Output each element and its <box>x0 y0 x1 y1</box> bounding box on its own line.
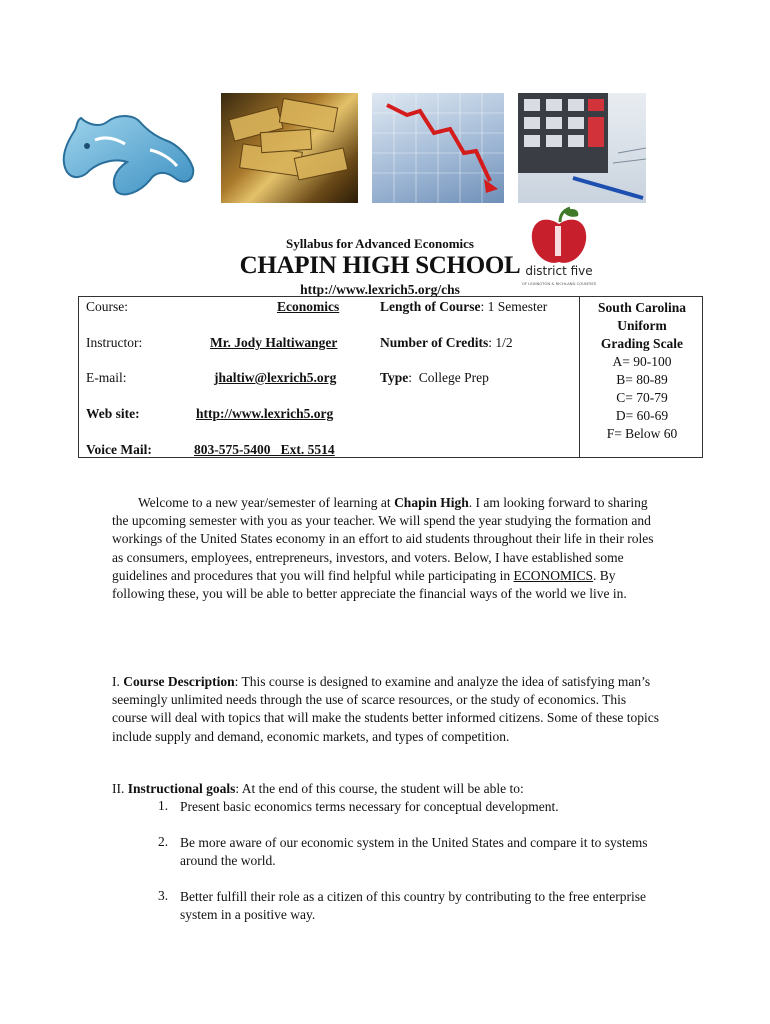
goal-1-number: 1. <box>158 798 169 813</box>
goal-3-number: 3. <box>158 888 169 903</box>
length-label: Length of Course <box>380 299 481 314</box>
type-value: : College Prep <box>408 370 489 385</box>
email-label: E-mail: <box>86 370 127 385</box>
credits-value: : 1/2 <box>488 335 513 350</box>
course-label: Course: <box>86 299 128 314</box>
falling-chart-image <box>372 93 504 203</box>
money-stacks-image <box>221 93 358 203</box>
welcome-subject: ECONOMICS <box>513 567 594 583</box>
hawk-logo-image <box>55 100 200 200</box>
credits-label: Number of Credits <box>380 335 489 350</box>
syllabus-subtitle: Syllabus for Advanced Economics <box>286 236 474 251</box>
welcome-paragraph <box>112 494 662 603</box>
section1-heading: Course Description <box>123 674 235 689</box>
section2-heading: Instructional goals <box>127 781 236 796</box>
type-label: Type <box>380 370 409 385</box>
grade-f: F= Below 60 <box>606 426 678 441</box>
section1-text: : This course is designed to examine and analyze the idea of satisfying man’s seemingly unlimited needs through the use of scarce resources, or the study of economics. This course will deal with topics that will make the students better informed citizens. Some of these topics include supply and demand, economic markets, and types of competition. <box>112 674 659 744</box>
goal-3-text: Better fulfill their role as a citizen of this country by contributing to the free enterprise system in a positive way. <box>180 889 646 923</box>
instructional-goals-section <box>112 780 662 798</box>
website-label: Web site: <box>86 406 140 421</box>
district-five-logo-subtext: OF LEXINGTON & RICHLAND COUNTIES <box>521 281 597 286</box>
calculator-image <box>518 93 646 203</box>
goal-2-text: Be more aware of our economic system in the United States and compare it to systems around the world. <box>180 835 648 869</box>
number-of-credits <box>380 335 513 351</box>
district-five-logo-text: district five <box>525 264 593 278</box>
grading-title-3: Grading Scale <box>600 336 684 351</box>
email-link[interactable]: jhaltiw@lexrich5.org <box>214 370 337 385</box>
instructor-label: Instructor: <box>86 335 143 350</box>
school-url: http://www.lexrich5.org/chs <box>300 282 460 297</box>
grading-title-1: South Carolina <box>598 300 686 315</box>
course-description-section <box>112 673 662 746</box>
grade-a: A= 90-100 <box>612 354 672 369</box>
length-value: : 1 Semester <box>480 299 548 314</box>
welcome-school-name: Chapin High <box>394 495 469 510</box>
voicemail-label: Voice Mail: <box>86 442 152 457</box>
section1-numeral: I. <box>112 674 124 689</box>
grade-c: C= 70-79 <box>616 390 668 405</box>
length-of-course <box>380 299 547 315</box>
welcome-text-3: . By following these, you will be able to better appreciate the financial ways of the world we live in. <box>112 567 627 602</box>
website-link[interactable]: http://www.lexrich5.org <box>196 406 334 421</box>
grading-title-2: Uniform <box>617 318 667 333</box>
school-name: CHAPIN HIGH SCHOOL <box>239 252 521 279</box>
table-divider <box>579 297 580 457</box>
grade-b: B= 80-89 <box>616 372 668 387</box>
grade-d: D= 60-69 <box>615 408 669 423</box>
course-info-table <box>78 296 703 458</box>
course-type <box>380 370 489 386</box>
course-value: Economics <box>277 299 340 314</box>
goal-2-number: 2. <box>158 834 169 849</box>
goal-1-text: Present basic economics terms necessary for conceptual development. <box>180 799 559 814</box>
welcome-text-1: Welcome to a new year/semester of learning at <box>138 495 395 510</box>
section2-text: : At the end of this course, the student will be able to: <box>235 781 524 796</box>
welcome-text-2: . I am looking forward to sharing the upcoming semester with you as your teacher. We will spend the year studying the formation and workings of the United States economy in an effort to aid students throughout their life in their roles as consumers, employees, entrepreneurs, investors, and voters. Below, I have established some guidelines and procedures that you will find helpful while participating in <box>112 495 654 583</box>
grading-scale <box>582 299 702 443</box>
voicemail-value: 803-575-5400 Ext. 5514 <box>194 442 335 457</box>
section2-numeral: II. <box>112 781 128 796</box>
instructor-value: Mr. Jody Haltiwanger <box>210 335 338 350</box>
